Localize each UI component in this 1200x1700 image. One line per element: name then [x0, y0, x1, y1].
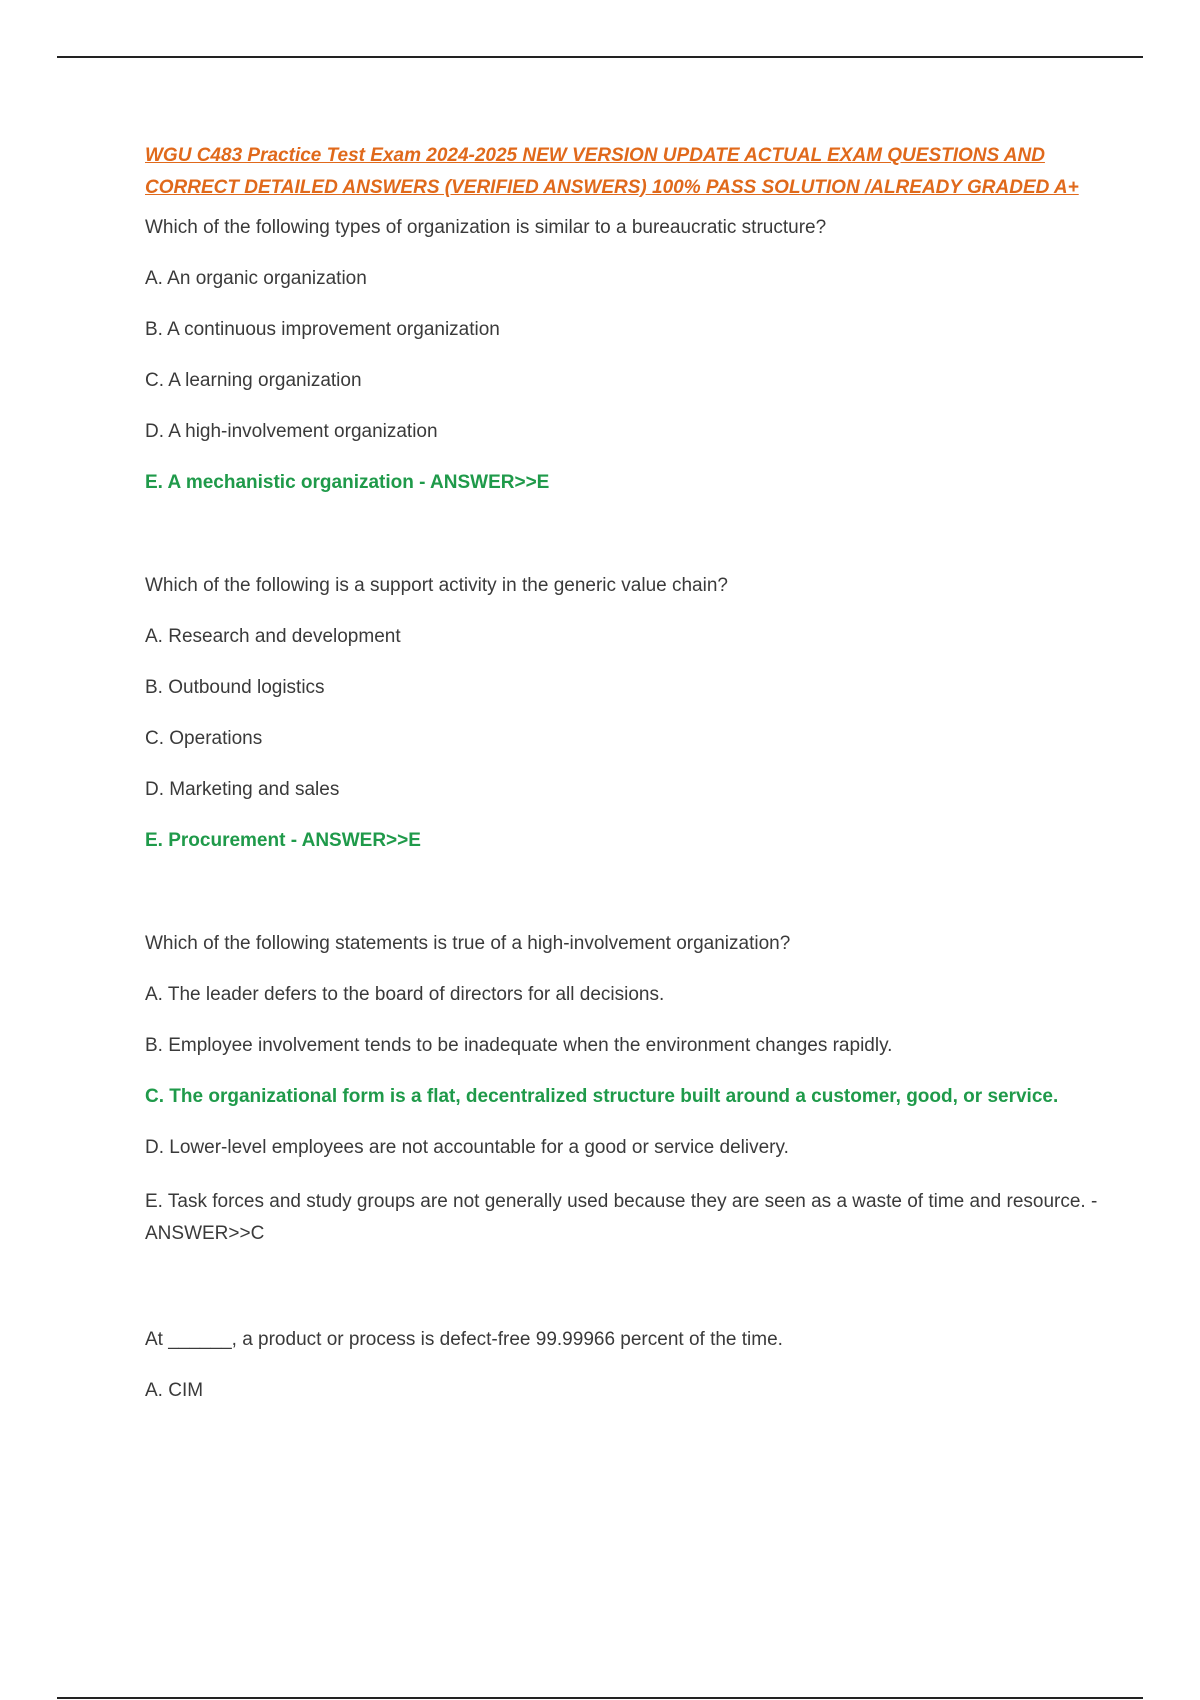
option-c: C. A learning organization [145, 370, 362, 391]
option-a: A. Research and development [145, 626, 401, 647]
option-c: C. Operations [145, 728, 263, 749]
option-a: A. The leader defers to the board of directors for all decisions. [145, 984, 665, 1005]
option-d: D. Marketing and sales [145, 779, 340, 800]
option-b: B. A continuous improvement organization [145, 319, 500, 340]
document-body [145, 140, 1105, 1404]
question-text: Which of the following statements is true of a high-involvement organization? [145, 933, 791, 954]
option-d: D. Lower-level employees are not accountable for a good or service delivery. [145, 1137, 789, 1158]
question-text: At ______, a product or process is defect-free 99.99966 percent of the time. [145, 1329, 783, 1350]
question-block-1 [145, 215, 1105, 496]
option-a: A. CIM [145, 1380, 204, 1401]
option-c-correct-answer: C. The organizational form is a flat, decentralized structure built around a customer, good, or service. [145, 1086, 1059, 1107]
option-e-correct-answer: E. Procurement - ANSWER>>E [145, 830, 421, 851]
option-a: A. An organic organization [145, 268, 367, 289]
option-b: B. Outbound logistics [145, 677, 325, 698]
option-d: D. A high-involvement organization [145, 421, 438, 442]
question-block-3 [145, 931, 1105, 1250]
question-block-4 [145, 1327, 1105, 1404]
question-text: Which of the following types of organization is similar to a bureaucratic structure? [145, 217, 827, 238]
document-title [145, 140, 1105, 204]
top-rule [57, 56, 1143, 58]
option-b: B. Employee involvement tends to be inadequate when the environment changes rapidly. [145, 1035, 893, 1056]
title-line-2: CORRECT DETAILED ANSWERS (VERIFIED ANSWERS) 100% PASS SOLUTION /ALREADY GRADED A+ [145, 177, 1079, 198]
title-line-1: WGU C483 Practice Test Exam 2024-2025 NEW VERSION UPDATE ACTUAL EXAM QUESTIONS AND [145, 145, 1045, 166]
option-e: E. Task forces and study groups are not generally used because they are seen as a waste of time and resource. - ANSWER>>C [145, 1191, 1098, 1244]
option-e-correct-answer: E. A mechanistic organization - ANSWER>>E [145, 472, 550, 493]
question-text: Which of the following is a support activity in the generic value chain? [145, 575, 728, 596]
bottom-rule [57, 1697, 1143, 1699]
question-block-2 [145, 573, 1105, 854]
